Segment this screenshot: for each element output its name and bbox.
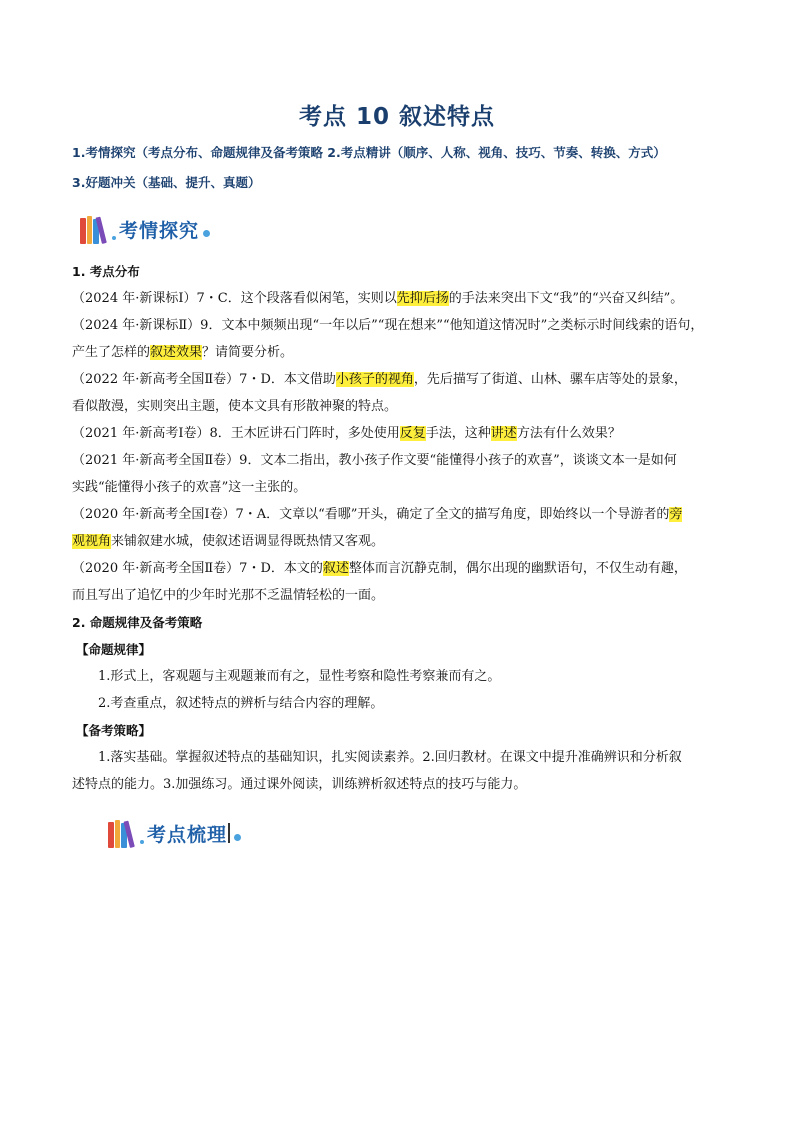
section-label: 考点梳理 [147,823,228,846]
highlight-text: 旁 [669,507,683,522]
rule-item: 2.考查重点，叙述特点的辨析与结合内容的理解。 [98,696,384,711]
exam-entry [72,555,732,582]
exam-entry [72,285,732,312]
entry-text: 手法，这种 [425,426,491,441]
exam-entry-cont [72,528,732,555]
small-dot-icon [112,236,116,240]
highlight-text: 叙述效果 [150,345,203,360]
highlight-text: 讲述 [490,426,517,441]
dot-icon [203,230,210,237]
highlight-text: 叙述 [322,561,349,576]
rule-heading: 【命题规律】 [76,642,152,657]
intro-outline [72,138,732,198]
exam-entry [72,420,732,447]
exam-entry: （2021 年·新高考全国Ⅱ卷）9．文本二指出，教小孩子作文要“能懂得小孩子的欢喜”，谈谈文本一是如何 [72,453,677,468]
entry-text: 产生了怎样的 [72,345,151,360]
section-label: 考情探究 [119,219,200,242]
page-title: 考点 10 叙述特点 [298,104,496,130]
entry-text: （2020 年·新高考全国Ⅱ卷）7・D．本文的 [72,561,323,576]
prep-heading: 【备考策略】 [76,723,152,738]
small-dot-icon [140,840,144,844]
entry-text: ，先后描写了街道、山林、骡车店等处的景象， [413,372,687,387]
exam-entry-cont: 而且写出了追忆中的少年时光那不乏温情轻松的一面。 [72,588,385,603]
entry-text: 方法有什么效果？ [516,426,621,441]
exam-distribution [72,258,732,798]
highlight-text: 小孩子的视角 [335,372,414,387]
prep-text-cont: 述特点的能力。3.加强练习。通过课外阅读，训练辨析叙述特点的技巧与能力。 [72,777,527,792]
entry-text: 来铺叙建水城，使叙述语调显得既热情又客观。 [111,534,385,549]
exam-entry-cont [72,339,732,366]
rule-item: 1.形式上，客观题与主观题兼而有之，显性考察和隐性考察兼而有之。 [98,669,501,684]
exam-entry [72,501,732,528]
strategy-heading: 2. 命题规律及备考策略 [72,615,203,630]
entry-text: ？请简要分析。 [202,345,294,360]
exam-entry-cont: 实践“能懂得小孩子的欢喜”这一主张的。 [72,480,307,495]
section-banner-kaodian [108,818,241,848]
entry-text: （2021 年·新高考Ⅰ卷）8．王木匠讲石门阵时，多处使用 [72,426,400,441]
text-cursor [228,823,230,843]
distribution-heading: 1. 考点分布 [72,264,140,279]
prep-text: 1.落实基础。掌握叙述特点的基础知识，扎实阅读素养。2.回归教材。在课文中提升准确辨识和分析叙 [98,750,682,765]
exam-entry: （2024 年·新课标Ⅱ）9．文本中频频出现“一年以后”“现在想来”“他知道这情况时”之类标示时间线索的语句， [72,318,704,333]
exam-entry-cont: 看似散漫，实则突出主题，使本文具有形散神聚的特点。 [72,399,398,414]
entry-text: （2024 年·新课标Ⅰ）7・C．这个段落看似闲笔，实则以 [72,291,397,306]
intro-line-2: 3.好题冲关（基础、提升、真题） [72,175,261,190]
exam-entry [72,366,732,393]
intro-line-1: 1.考情探究（考点分布、命题规律及备考策略 2.考点精讲（顺序、人称、视角、技巧、节奏、转换、方式） [72,145,666,160]
dot-icon [234,834,241,841]
section-banner-kaoqing [80,214,210,244]
entry-text: 的手法来突出下文“我”的“兴奋又纠结”。 [448,291,684,306]
entry-text: （2022 年·新高考全国Ⅱ卷）7・D．本文借助 [72,372,336,387]
entry-text: 整体而言沉静克制，偶尔出现的幽默语句，不仅生动有趣， [348,561,687,576]
books-icon [108,818,136,848]
entry-text: （2020 年·新高考全国Ⅰ卷）7・A．文章以“看哪”开头，确定了全文的描写角度，即始终以一个导游者的 [72,507,670,522]
highlight-text: 先抑后扬 [396,291,449,306]
books-icon [80,214,108,244]
highlight-text: 观视角 [72,534,112,549]
highlight-text: 反复 [399,426,426,441]
